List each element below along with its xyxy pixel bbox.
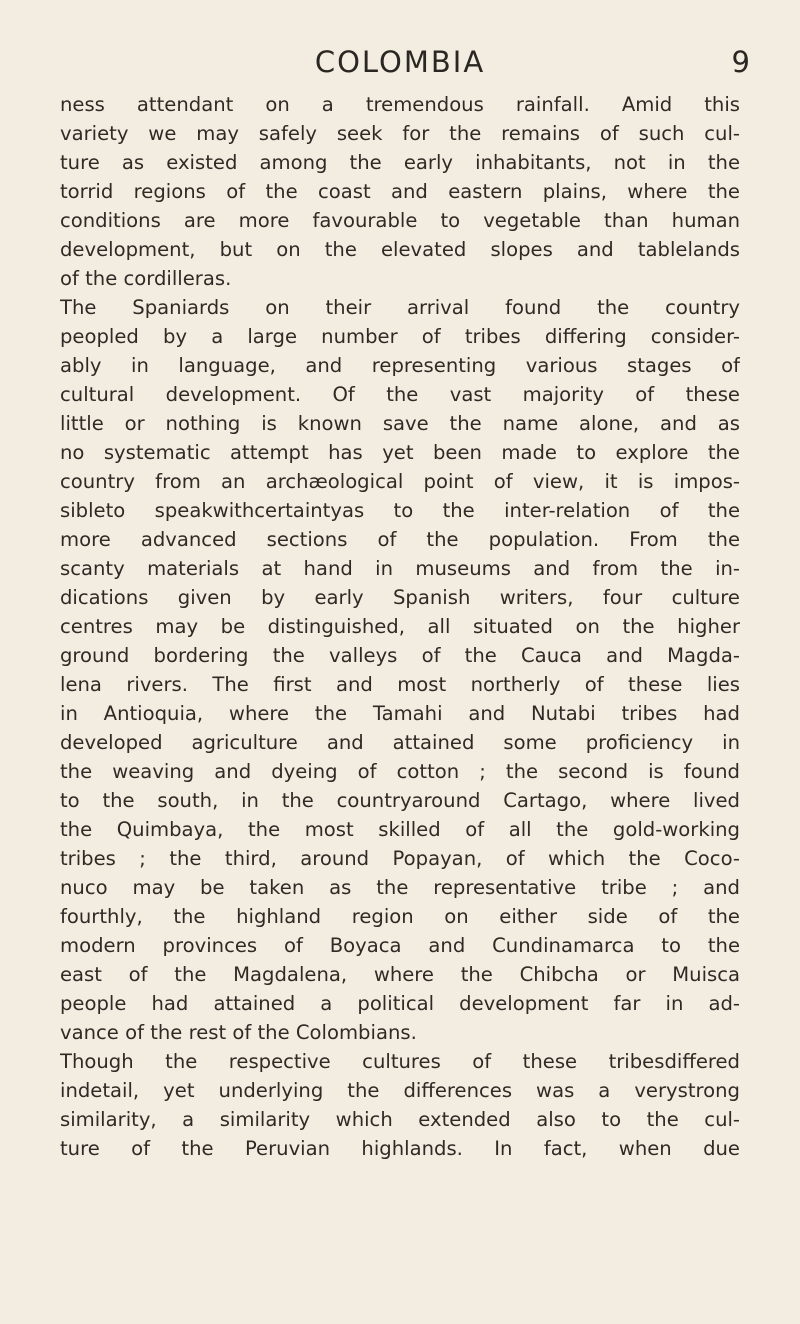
- text-line: in Antioquia, where the Tamahi and Nutabi tribes had: [60, 702, 740, 725]
- text-line: scanty materials at hand in museums and from the in-: [60, 557, 740, 580]
- text-line: ably in language, and representing various stages of: [60, 354, 740, 377]
- text-line: vance of the rest of the Colombians.: [60, 1021, 417, 1044]
- text-line: sibleto speakwithcertaintyas to the inter-relation of the: [60, 499, 740, 522]
- text-line: torrid regions of the coast and eastern plains, where the: [60, 180, 740, 203]
- text-line: people had attained a political development far in ad-: [60, 992, 740, 1015]
- text-line: of the cordilleras.: [60, 267, 232, 290]
- text-line: variety we may safely seek for the remains of such cul-: [60, 122, 740, 145]
- text-line: similarity, a similarity which extended also to the cul-: [60, 1108, 740, 1131]
- body-text: [60, 90, 740, 1163]
- text-line: developed agriculture and attained some proficiency in: [60, 731, 740, 754]
- text-line: ness attendant on a tremendous rainfall. Amid this: [60, 93, 740, 116]
- text-line: nuco may be taken as the representative tribe ; and: [60, 876, 740, 899]
- text-line: The Spaniards on their arrival found the country: [60, 296, 740, 319]
- text-line: the weaving and dyeing of cotton ; the second is found: [60, 760, 740, 783]
- text-line: dications given by early Spanish writers, four culture: [60, 586, 740, 609]
- text-line: lena rivers. The first and most northerly of these lies: [60, 673, 740, 696]
- text-line: development, but on the elevated slopes and tablelands: [60, 238, 740, 261]
- text-line: to the south, in the countryaround Cartago, where lived: [60, 789, 740, 812]
- text-line: ture of the Peruvian highlands. In fact, when due: [60, 1137, 740, 1160]
- text-line: the Quimbaya, the most skilled of all the gold-working: [60, 818, 740, 841]
- text-line: more advanced sections of the population. From the: [60, 528, 740, 551]
- text-line: ground bordering the valleys of the Cauca and Magda-: [60, 644, 740, 667]
- text-line: fourthly, the highland region on either side of the: [60, 905, 740, 928]
- text-line: little or nothing is known save the name alone, and as: [60, 412, 740, 435]
- running-head: [60, 42, 750, 82]
- text-line: centres may be distinguished, all situated on the higher: [60, 615, 740, 638]
- text-line: Though the respective cultures of these tribesdiffered: [60, 1050, 740, 1073]
- running-title: COLOMBIA: [314, 45, 486, 79]
- text-line: no systematic attempt has yet been made to explore the: [60, 441, 740, 464]
- text-line: ture as existed among the early inhabitants, not in the: [60, 151, 740, 174]
- text-line: country from an archæological point of view, it is impos-: [60, 470, 740, 493]
- text-line: cultural development. Of the vast majority of these: [60, 383, 740, 406]
- text-line: tribes ; the third, around Popayan, of which the Coco-: [60, 847, 740, 870]
- text-line: indetail, yet underlying the differences was a verystrong: [60, 1079, 740, 1102]
- text-line: east of the Magdalena, where the Chibcha or Muisca: [60, 963, 740, 986]
- text-line: conditions are more favourable to vegetable than human: [60, 209, 740, 232]
- text-line: peopled by a large number of tribes differing consider-: [60, 325, 740, 348]
- text-line: modern provinces of Boyaca and Cundinamarca to the: [60, 934, 740, 957]
- page-number: 9: [731, 45, 750, 79]
